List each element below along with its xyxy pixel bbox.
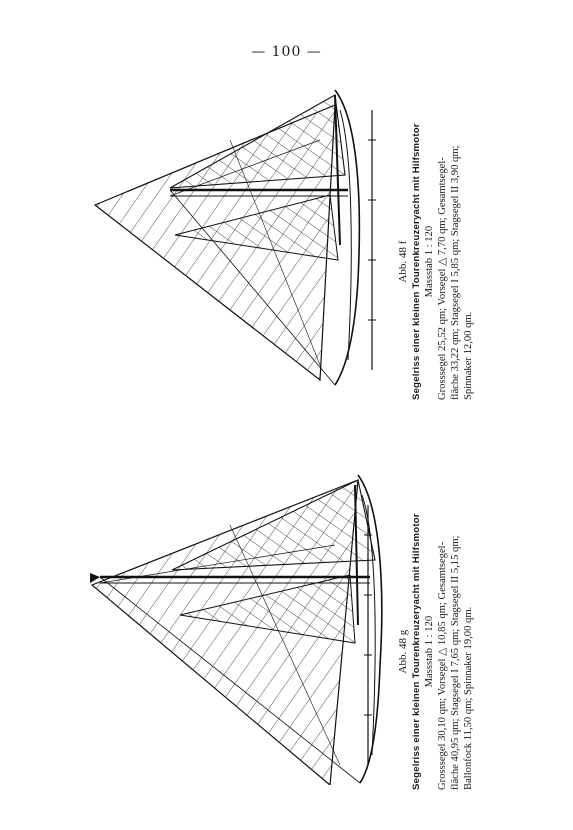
figure-label: Abb. 48 f xyxy=(397,240,409,283)
figure-scale: Massstab 1 : 120 xyxy=(424,225,435,298)
figure-scale: Massstab 1 : 120 xyxy=(424,615,435,688)
sail-plan-drawing-48g xyxy=(80,465,400,785)
caption-line: Grosssegel 30,10 qm; Vorsegel △ 10,85 qm; Gesamtsegel- xyxy=(437,541,448,790)
figure-48f xyxy=(90,70,390,390)
caption-line: fläche 33,22 qm; Stagsegel I 5,85 qm; Stagsegel II 3,90 qm; xyxy=(450,145,461,400)
caption-line: fläche 40,95 qm; Stagsegel I 7,65 qm; Stagsegel II 5,15 qm; xyxy=(450,535,461,790)
figure-label: Abb. 48 g xyxy=(397,629,409,674)
caption-48f xyxy=(397,123,475,400)
sail-plan-drawing-48f xyxy=(90,70,390,390)
caption-line: Ballonfock 11,50 qm; Spinnaker 19,00 qm. xyxy=(463,606,474,790)
caption-line: Spinnaker 12,00 qm. xyxy=(463,311,474,400)
figure-48g xyxy=(80,465,400,785)
caption-line: Grosssegel 25,52 qm; Vorsegel △ 7,70 qm; Gesamtsegel- xyxy=(437,157,448,400)
figure-title: Segelriss einer kleinen Tourenkreuzeryacht mit Hilfsmotor xyxy=(411,513,422,790)
page-number: — 100 — xyxy=(251,44,322,60)
figure-title: Segelriss einer kleinen Tourenkreuzeryacht mit Hilfsmotor xyxy=(411,123,422,400)
caption-48g xyxy=(397,513,475,790)
